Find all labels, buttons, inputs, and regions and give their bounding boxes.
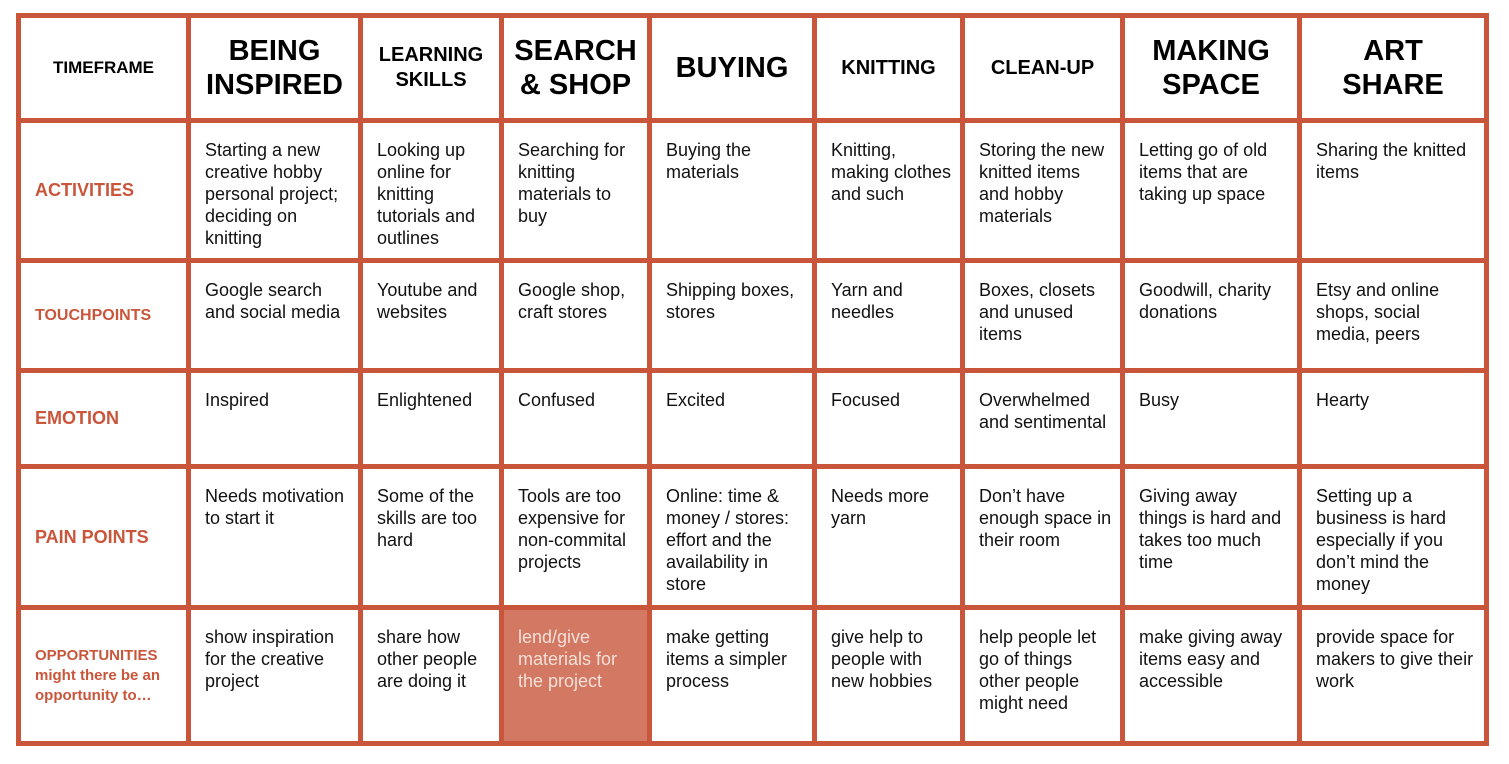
emotion-text: Inspired xyxy=(205,390,270,410)
activity-cell xyxy=(650,121,815,261)
timeframe-label: TIMEFRAME xyxy=(52,58,155,77)
pain-point-text: Setting up a business is hard especially if you don’t mind the money xyxy=(1316,486,1447,594)
opportunity-cell xyxy=(1300,608,1487,744)
touchpoint-text: Google search and social media xyxy=(205,280,341,322)
touchpoint-text: Yarn and needles xyxy=(831,280,903,322)
opportunities-row xyxy=(19,608,1487,744)
opportunity-cell xyxy=(189,608,361,744)
touchpoints-row xyxy=(19,261,1487,371)
opportunity-text: lend/give materials for the project xyxy=(518,627,618,691)
stage-being-inspired xyxy=(189,16,361,121)
activity-text: Letting go of old items that are taking up space xyxy=(1139,140,1268,204)
opportunity-text: make getting items a simpler process xyxy=(666,627,788,691)
touchpoint-cell xyxy=(650,261,815,371)
activity-text: Knitting, making clothes and such xyxy=(831,140,952,204)
stage-clean-up xyxy=(963,16,1123,121)
emotion-cell xyxy=(189,371,361,467)
touchpoint-cell xyxy=(189,261,361,371)
stage-making-space xyxy=(1123,16,1300,121)
row-label-touchpoints: TOUCHPOINTS xyxy=(35,306,152,324)
stage-title-line1: BEING xyxy=(228,35,321,67)
stage-title-line1: LEARNING xyxy=(378,44,484,66)
stage-title: CLEAN-UP xyxy=(990,56,1095,79)
pain-point-text: Giving away things is hard and takes too much time xyxy=(1139,486,1282,572)
stage-title-line1: MAKING xyxy=(1152,35,1270,67)
emotion-cell xyxy=(650,371,815,467)
emotion-text: Excited xyxy=(666,390,726,410)
emotion-cell xyxy=(361,371,502,467)
opportunity-cell-highlighted xyxy=(502,608,650,744)
pain-point-cell xyxy=(650,467,815,608)
touchpoint-text: Shipping boxes, stores xyxy=(666,280,795,322)
touchpoint-text: Boxes, closets and unused items xyxy=(979,280,1096,344)
stage-title-line2: INSPIRED xyxy=(206,69,343,101)
row-label-cell xyxy=(19,121,189,261)
stage-title: KNITTING xyxy=(841,56,936,79)
stage-title: BUYING xyxy=(675,52,789,84)
row-label-opportunities: OPPORTUNITIES might there be an opportunity to… xyxy=(35,646,161,704)
pain-point-cell xyxy=(1123,467,1300,608)
pain-point-text: Tools are too expensive for non-commital projects xyxy=(518,486,627,572)
pain-point-text: Needs motivation to start it xyxy=(205,486,345,528)
pain-points-row xyxy=(19,467,1487,608)
touchpoint-cell xyxy=(502,261,650,371)
header-row xyxy=(19,16,1487,121)
activity-cell xyxy=(1300,121,1487,261)
touchpoint-text: Etsy and online shops, social media, peers xyxy=(1316,280,1440,344)
emotion-cell xyxy=(963,371,1123,467)
activity-text: Searching for knitting materials to buy xyxy=(518,140,626,226)
row-label-activities: ACTIVITIES xyxy=(35,180,135,200)
activities-row xyxy=(19,121,1487,261)
emotion-text: Hearty xyxy=(1316,390,1370,410)
emotion-cell xyxy=(1123,371,1300,467)
stage-art-share xyxy=(1300,16,1487,121)
opportunity-text: help people let go of things other people might need xyxy=(979,627,1097,713)
row-label-pain-points: PAIN POINTS xyxy=(35,526,149,547)
row-label-cell xyxy=(19,371,189,467)
stage-title-line2: & SHOP xyxy=(519,69,632,101)
emotion-cell xyxy=(1300,371,1487,467)
touchpoint-cell xyxy=(963,261,1123,371)
activity-cell xyxy=(189,121,361,261)
pain-point-cell xyxy=(361,467,502,608)
touchpoint-cell xyxy=(815,261,963,371)
opportunity-text: provide space for makers to give their work xyxy=(1316,627,1474,691)
timeframe-corner-cell xyxy=(19,16,189,121)
activity-cell xyxy=(963,121,1123,261)
row-label-emotion: EMOTION xyxy=(35,408,119,428)
pain-point-text: Online: time & money / stores: effort and the availability in store xyxy=(666,486,790,594)
touchpoint-cell xyxy=(1300,261,1487,371)
activity-text: Buying the materials xyxy=(666,140,752,182)
pain-point-text: Needs more yarn xyxy=(831,486,930,528)
touchpoint-cell xyxy=(1123,261,1300,371)
pain-point-cell xyxy=(189,467,361,608)
touchpoint-cell xyxy=(361,261,502,371)
opportunity-cell xyxy=(963,608,1123,744)
opportunity-text: show inspiration for the creative project xyxy=(205,627,335,691)
stage-title-line2: SPACE xyxy=(1162,69,1260,101)
activity-text: Sharing the knitted items xyxy=(1316,140,1467,182)
stage-title-line2: SHARE xyxy=(1342,69,1444,101)
emotion-text: Busy xyxy=(1139,390,1180,410)
stage-buying xyxy=(650,16,815,121)
pain-point-text: Some of the skills are too hard xyxy=(377,486,478,550)
activity-cell xyxy=(815,121,963,261)
touchpoint-text: Google shop, craft stores xyxy=(518,280,626,322)
activity-text: Starting a new creative hobby personal project; deciding on knitting xyxy=(205,140,339,248)
touchpoint-text: Youtube and websites xyxy=(377,280,478,322)
opportunity-text: make giving away items easy and accessible xyxy=(1139,627,1283,691)
opportunity-cell xyxy=(815,608,963,744)
pain-point-cell xyxy=(963,467,1123,608)
pain-point-text: Don’t have enough space in their room xyxy=(979,486,1112,550)
pain-point-cell xyxy=(815,467,963,608)
stage-search-shop xyxy=(502,16,650,121)
stage-title-line2: SKILLS xyxy=(395,69,467,91)
emotion-cell xyxy=(815,371,963,467)
touchpoint-text: Goodwill, charity donations xyxy=(1139,280,1272,322)
row-label-cell xyxy=(19,608,189,744)
opportunity-text: give help to people with new hobbies xyxy=(831,627,933,691)
pain-point-cell xyxy=(502,467,650,608)
emotion-text: Focused xyxy=(831,390,901,410)
stage-title-line1: SEARCH xyxy=(514,35,637,67)
pain-point-cell xyxy=(1300,467,1487,608)
emotion-text: Overwhelmed and sentimental xyxy=(979,390,1107,432)
stage-title-line1: ART xyxy=(1363,35,1423,67)
opportunity-cell xyxy=(1123,608,1300,744)
activity-cell xyxy=(361,121,502,261)
journey-map-table xyxy=(16,13,1489,746)
stage-knitting xyxy=(815,16,963,121)
activity-cell xyxy=(1123,121,1300,261)
opportunity-cell xyxy=(361,608,502,744)
stage-learning-skills xyxy=(361,16,502,121)
emotion-text: Confused xyxy=(518,390,596,410)
emotion-text: Enlightened xyxy=(377,390,473,410)
opportunity-cell xyxy=(650,608,815,744)
emotion-cell xyxy=(502,371,650,467)
activity-text: Looking up online for knitting tutorials and outlines xyxy=(377,140,476,248)
activity-cell xyxy=(502,121,650,261)
activity-text: Storing the new knitted items and hobby materials xyxy=(979,140,1105,226)
row-label-cell xyxy=(19,467,189,608)
row-label-cell xyxy=(19,261,189,371)
emotion-row xyxy=(19,371,1487,467)
opportunity-text: share how other people are doing it xyxy=(377,627,478,691)
